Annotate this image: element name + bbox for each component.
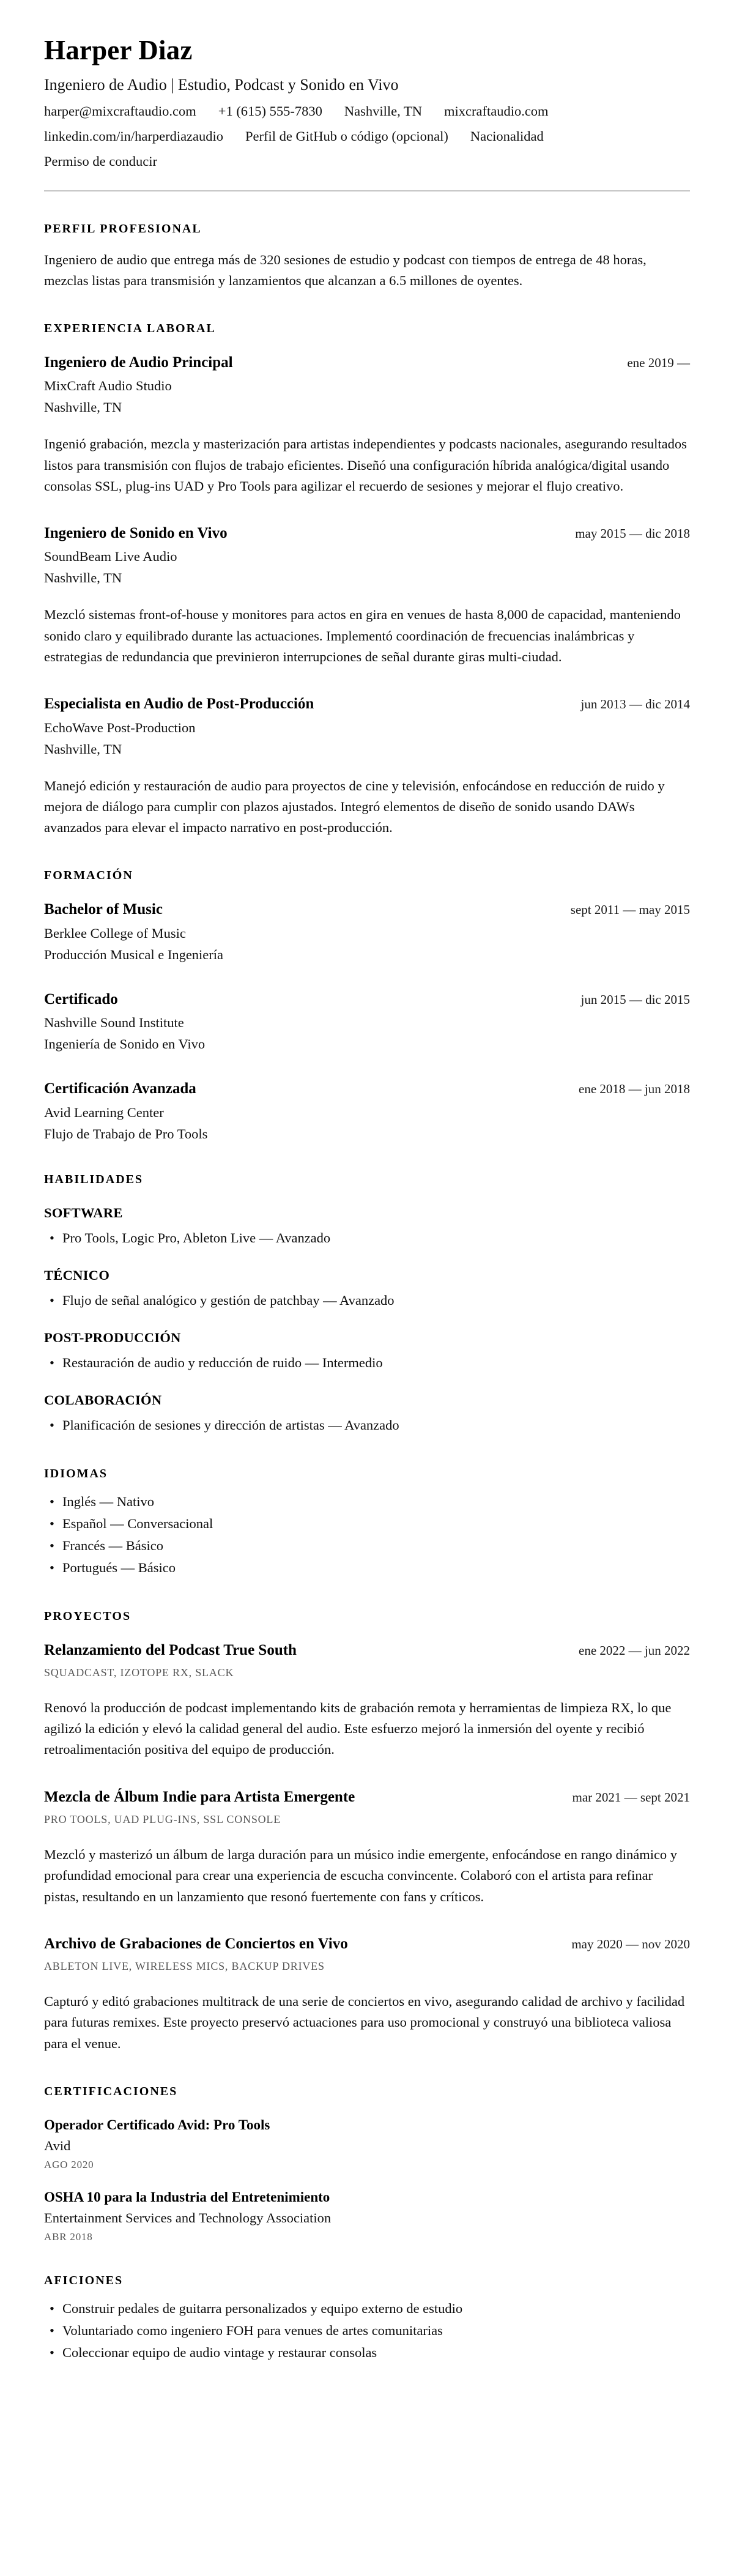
skill-category-name: TÉCNICO <box>44 1267 110 1283</box>
certification-date: AGO 2020 <box>44 2158 94 2170</box>
contact-row-2 <box>44 128 690 144</box>
section-education <box>44 869 690 1142</box>
section-title-profile: PERFIL PROFESIONAL <box>44 221 202 236</box>
project-entry-head <box>44 1934 690 1954</box>
project-entry <box>44 1787 690 1907</box>
education-entry <box>44 1079 690 1142</box>
section-title-experience: EXPERIENCIA LABORAL <box>44 321 216 335</box>
job-description: Ingenió grabación, mezcla y masterización para artistas independientes y podcasts nacionales, asegurando resultados listos para transmisión con flujos de trabajo eficientes. Diseñó una configuración híbrida analógica/digital usando consolas SSL, plug-ins UAD y Pro Tools para agilizar el recuerdo de sesiones y mejorar el flujo creativo. <box>44 436 687 494</box>
resume-header <box>44 35 690 169</box>
contact-nationality: Nacionalidad <box>470 128 544 144</box>
education-entry-head <box>44 1079 690 1099</box>
job-dates: may 2015 — dic 2018 <box>575 525 690 541</box>
job-dates: jun 2013 — dic 2014 <box>580 697 690 711</box>
project-entry <box>44 1934 690 2054</box>
section-hobbies <box>44 2274 690 2364</box>
education-dates: sept 2011 — may 2015 <box>570 902 690 918</box>
project-title: Mezcla de Álbum Indie para Artista Emergente <box>44 1788 355 1805</box>
education-entry-head <box>44 900 690 920</box>
job-description: Mezcló sistemas front-of-house y monitores para actos en gira en venues de hasta 8,000 de capacidad, manteniendo sonido claro y equilibrado durante las actuaciones. Implementó coordinación de frecuencias inalámbricas y estrategias de redundancia que previnieron interrupciones de señal durante giras multi-ciudad. <box>44 607 681 664</box>
language-item: • Portugués — Básico <box>44 1557 690 1579</box>
section-title-hobbies: AFICIONES <box>44 2273 124 2287</box>
education-field: Producción Musical e Ingeniería <box>44 946 224 962</box>
skill-list <box>44 1290 690 1312</box>
job-location: Nashville, TN <box>44 741 122 757</box>
profile-text: Ingeniero de audio que entrega más de 320 sesiones de estudio y podcast con tiempos de entrega de 48 horas, mezclas listas para transmisión y lanzamientos que alcanzan a 6.5 millones de oyentes. <box>44 251 647 288</box>
education-entry <box>44 900 690 963</box>
hobby-item: • Construir pedales de guitarra personalizados y equipo externo de estudio <box>44 2298 690 2320</box>
education-school: Nashville Sound Institute <box>44 1015 184 1031</box>
contact-row-1 <box>44 103 690 119</box>
job-entry-head <box>44 353 690 373</box>
job-location: Nashville, TN <box>44 570 122 586</box>
skill-item: • Restauración de audio y reducción de ruido — Intermedio <box>44 1352 690 1374</box>
skill-category-name: POST-PRODUCCIÓN <box>44 1329 181 1345</box>
skill-list <box>44 1414 690 1436</box>
contact-driving-license: Permiso de conducir <box>44 153 157 169</box>
candidate-tagline: Ingeniero de Audio | Estudio, Podcast y Sonido en Vivo <box>44 75 399 94</box>
language-list <box>44 1491 690 1579</box>
section-title-certifications: CERTIFICACIONES <box>44 2084 178 2098</box>
language-item: • Inglés — Nativo <box>44 1491 690 1513</box>
contact-linkedin: linkedin.com/in/harperdiazaudio <box>44 128 224 144</box>
job-company: SoundBeam Live Audio <box>44 549 177 565</box>
certification-issuer: Entertainment Services and Technology Association <box>44 2210 332 2225</box>
contact-location: Nashville, TN <box>344 103 422 119</box>
section-skills <box>44 1173 690 1436</box>
job-location: Nashville, TN <box>44 399 122 415</box>
job-title: Especialista en Audio de Post-Producción <box>44 696 314 712</box>
project-dates: ene 2022 — jun 2022 <box>579 1642 690 1658</box>
job-description: Manejó edición y restauración de audio para proyectos de cine y televisión, enfocándose en reducción de ruido y mejora de diálogo para cumplir con plazos ajustados. Integró elementos de diseño de sonido usando DAWs avanzados para elevar el impacto narrativo en post-producción. <box>44 778 665 835</box>
section-title-projects: PROYECTOS <box>44 1609 132 1623</box>
skill-item: • Flujo de señal analógico y gestión de patchbay — Avanzado <box>44 1290 690 1312</box>
certification-issuer: Avid <box>44 2137 71 2153</box>
job-entry-head <box>44 694 690 715</box>
project-dates: may 2020 — nov 2020 <box>571 1936 690 1951</box>
job-entry <box>44 353 690 497</box>
job-dates: ene 2019 — <box>627 355 690 370</box>
education-school: Avid Learning Center <box>44 1104 164 1120</box>
project-tools: SQUADCAST, IZOTOPE RX, SLACK <box>44 1666 234 1679</box>
section-title-education: FORMACIÓN <box>44 869 133 883</box>
education-field: Flujo de Trabajo de Pro Tools <box>44 1126 208 1141</box>
education-entry <box>44 990 690 1053</box>
project-tools: ABLETON LIVE, WIRELESS MICS, BACKUP DRIVES <box>44 1960 325 1973</box>
skill-category-name: SOFTWARE <box>44 1204 123 1220</box>
contact-row-3 <box>44 154 690 169</box>
skill-category-name: COLABORACIÓN <box>44 1392 162 1408</box>
job-title: Ingeniero de Audio Principal <box>44 354 233 371</box>
project-description: Capturó y editó grabaciones multitrack de una serie de conciertos en vivo, asegurando calidad de archivo y facilidad para futuras remixes. Este proyecto preservó actuaciones para uso promocional y construyó una biblioteca valiosa para el venue. <box>44 1994 685 2051</box>
contact-email: harper@mixcraftaudio.com <box>44 103 196 119</box>
project-entry-head <box>44 1641 690 1661</box>
job-entry <box>44 694 690 838</box>
project-entry-head <box>44 1787 690 1808</box>
skill-category <box>44 1392 690 1436</box>
project-title: Relanzamiento del Podcast True South <box>44 1641 297 1658</box>
section-languages <box>44 1467 690 1579</box>
project-tools: PRO TOOLS, UAD PLUG-INS, SSL CONSOLE <box>44 1813 281 1826</box>
skill-list <box>44 1352 690 1374</box>
section-profile <box>44 222 690 291</box>
education-school: Berklee College of Music <box>44 925 186 941</box>
education-degree: Certificación Avanzada <box>44 1080 196 1097</box>
hobby-item: • Coleccionar equipo de audio vintage y restaurar consolas <box>44 2342 690 2364</box>
certification-entry <box>44 2189 690 2243</box>
section-title-skills: HABILIDADES <box>44 1172 144 1186</box>
section-certifications <box>44 2085 690 2243</box>
hobby-list <box>44 2298 690 2364</box>
candidate-name: Harper Diaz <box>44 35 193 65</box>
language-item: • Español — Conversacional <box>44 1513 690 1535</box>
skill-category <box>44 1205 690 1249</box>
education-field: Ingeniería de Sonido en Vivo <box>44 1036 206 1052</box>
skill-category <box>44 1268 690 1312</box>
contact-phone: +1 (615) 555-7830 <box>218 103 322 119</box>
job-title: Ingeniero de Sonido en Vivo <box>44 524 228 541</box>
contact-website: mixcraftaudio.com <box>444 103 549 119</box>
project-description: Renovó la producción de podcast implementando kits de grabación remota y herramientas de limpieza RX, lo que agilizó la edición y elevó la calidad general del audio. Este esfuerzo mejoró la inmersión del oyente y recibió retroalimentación positiva del equipo de producción. <box>44 1700 672 1758</box>
job-entry <box>44 524 690 667</box>
contact-github: Perfil de GitHub o código (opcional) <box>245 128 448 144</box>
skill-list <box>44 1227 690 1249</box>
education-entry-head <box>44 990 690 1010</box>
skill-item: • Planificación de sesiones y dirección de artistas — Avanzado <box>44 1414 690 1436</box>
header-divider <box>44 190 690 191</box>
certification-name: Operador Certificado Avid: Pro Tools <box>44 2117 270 2132</box>
language-item: • Francés — Básico <box>44 1535 690 1557</box>
project-dates: mar 2021 — sept 2021 <box>572 1789 690 1805</box>
education-dates: ene 2018 — jun 2018 <box>579 1082 690 1097</box>
section-title-languages: IDIOMAS <box>44 1466 108 1480</box>
skill-item: • Pro Tools, Logic Pro, Ableton Live — Avanzado <box>44 1227 690 1249</box>
job-company: EchoWave Post-Production <box>44 719 196 735</box>
section-projects <box>44 1609 690 2054</box>
project-description: Mezcló y masterizó un álbum de larga duración para un músico indie emergente, enfocándose en rango dinámico y profundidad emocional para crear una experiencia de escucha convincente. Colaboró con el artista para refinar pistas, resultando en un lanzamiento que resonó fuertemente con fans y críticos. <box>44 1847 678 1904</box>
certification-date: ABR 2018 <box>44 2230 93 2243</box>
section-experience <box>44 322 690 838</box>
hobby-item: • Voluntariado como ingeniero FOH para venues de artes comunitarias <box>44 2320 690 2342</box>
education-degree: Bachelor of Music <box>44 901 163 918</box>
job-company: MixCraft Audio Studio <box>44 378 172 394</box>
project-title: Archivo de Grabaciones de Conciertos en Vivo <box>44 1935 348 1952</box>
certification-entry <box>44 2117 690 2171</box>
certification-name: OSHA 10 para la Industria del Entretenimiento <box>44 2189 330 2205</box>
education-dates: jun 2015 — dic 2015 <box>580 992 690 1007</box>
skill-category <box>44 1330 690 1374</box>
education-degree: Certificado <box>44 990 118 1008</box>
project-entry <box>44 1641 690 1761</box>
job-entry-head <box>44 524 690 544</box>
